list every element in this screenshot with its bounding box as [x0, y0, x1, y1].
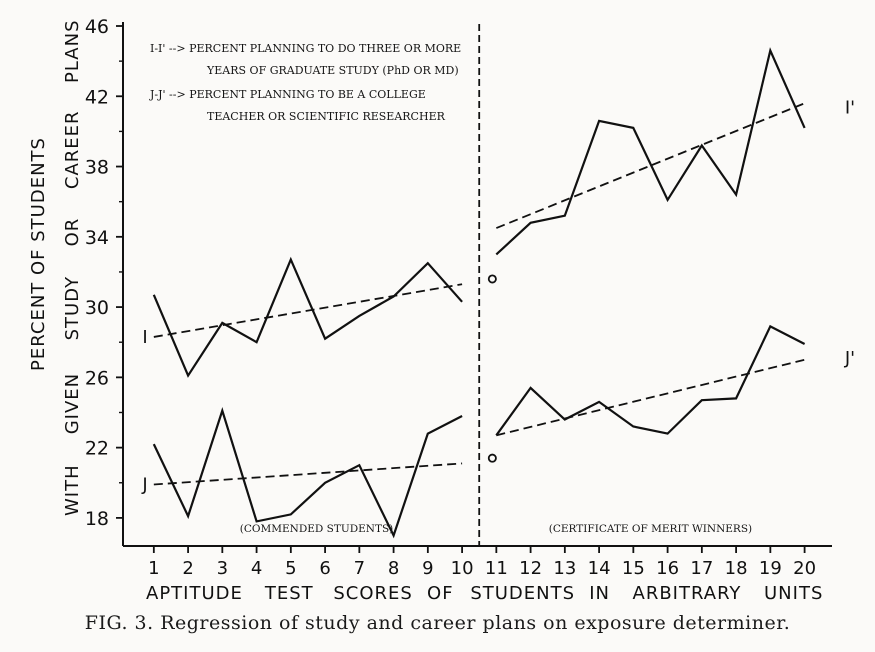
y-tick-label: 34 [84, 226, 109, 249]
series-label-j-prime: J' [844, 347, 856, 369]
y-axis-label-word: GIVEN [62, 372, 83, 435]
legend-entry-line2: TEACHER OR SCIENTIFIC RESEARCHER [207, 110, 445, 123]
x-tick-label: 8 [387, 558, 400, 579]
x-tick-label: 2 [182, 558, 194, 579]
region-label-left: (COMMENDED STUDENTS) [239, 523, 394, 535]
x-axis-label-word: IN [589, 583, 611, 604]
x-tick-label: 6 [319, 558, 331, 579]
figure-caption: FIG. 3. Regression of study and career plans on exposure determiner. [84, 612, 791, 634]
x-axis-label-word: SCORES [333, 583, 413, 604]
legend-entry-line2: YEARS OF GRADUATE STUDY (PhD OR MD) [207, 64, 459, 77]
y-axis-label-word: OR [62, 217, 83, 247]
x-tick-label: 5 [285, 558, 297, 579]
open-point [489, 455, 496, 462]
x-tick-label: 20 [793, 558, 817, 579]
x-axis-label-word: UNITS [764, 583, 824, 604]
series-label-j: J [142, 474, 148, 496]
x-tick-label: 10 [450, 558, 474, 579]
region-label-right: (CERTIFICATE OF MERIT WINNERS) [548, 523, 753, 535]
x-axis-label-word: TEST [264, 583, 314, 604]
open-point [489, 275, 496, 282]
series-line [496, 326, 804, 435]
x-tick-label: 14 [587, 558, 611, 579]
open-points [489, 275, 496, 461]
y-axis-label-word: PLANS [62, 19, 83, 83]
x-axis-label-word: STUDENTS [470, 583, 576, 604]
y-tick-label: 30 [84, 297, 109, 320]
chart-labels [28, 20, 855, 605]
x-axis-label-word: ARBITRARY [632, 583, 742, 604]
x-tick-label: 15 [621, 558, 645, 579]
legend-entry-line1: J-J' --> PERCENT PLANNING TO BE A COLLEGE [150, 88, 426, 101]
legend-entry-line1: I-I' --> PERCENT PLANNING TO DO THREE OR MORE [150, 42, 462, 55]
series-label-i-prime: I' [844, 97, 856, 119]
x-tick-label: 12 [519, 558, 543, 579]
series-line [154, 260, 462, 376]
regression-line [154, 284, 462, 337]
y-tick-label: 46 [84, 16, 109, 38]
x-tick-label: 9 [422, 558, 434, 579]
y-tick-label: 42 [84, 86, 109, 109]
y-axis-label-word: WITH [62, 464, 83, 516]
x-tick-label: 18 [724, 558, 748, 579]
x-tick-label: 17 [690, 558, 714, 579]
series-line [496, 51, 804, 255]
x-tick-label: 1 [148, 558, 160, 579]
y-tick-label: 26 [84, 367, 109, 390]
y-tick-label: 38 [84, 156, 109, 179]
x-tick-label: 19 [758, 558, 782, 579]
x-tick-label: 3 [216, 558, 229, 579]
x-tick-label: 13 [553, 558, 577, 579]
y-axis-label-word: STUDY [62, 275, 83, 341]
series-label-i: I [142, 326, 148, 348]
y-axis-label-word: CAREER [62, 110, 83, 190]
x-tick-label: 16 [656, 558, 680, 579]
y-tick-label: 18 [84, 507, 109, 530]
x-axis-label-word: APTITUDE [146, 583, 243, 604]
x-axis-label-word: OF [427, 583, 454, 604]
y-tick-label: 22 [84, 437, 109, 460]
y-axis-label-line1: PERCENT OF STUDENTS [28, 137, 49, 371]
x-tick-label: 11 [484, 558, 508, 579]
x-tick-label: 7 [353, 558, 366, 579]
x-tick-label: 4 [250, 558, 263, 579]
